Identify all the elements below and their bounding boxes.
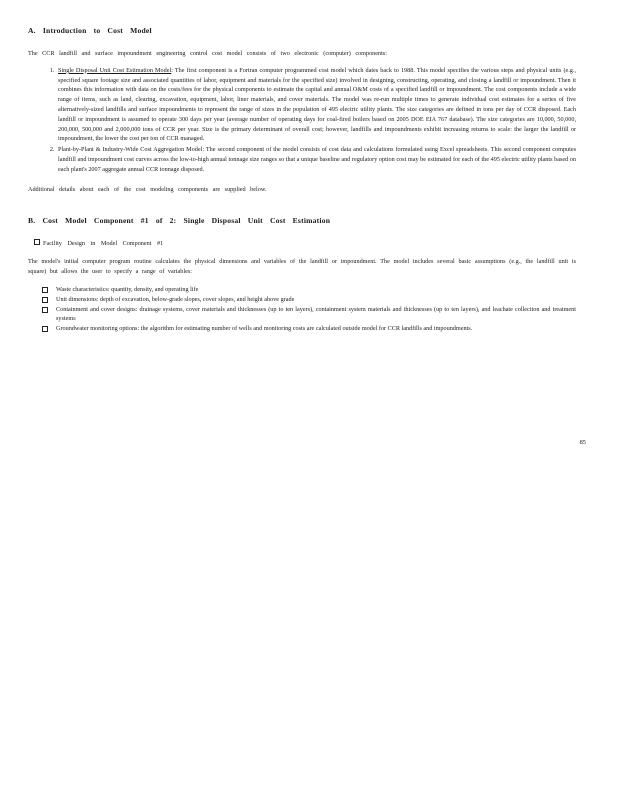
list-item bbox=[42, 324, 576, 334]
checkbox-bullet-icon bbox=[42, 307, 48, 313]
checkbox-bullet-icon bbox=[42, 297, 48, 303]
variable-text: Waste characteristics: quantity, density, and operating life bbox=[56, 285, 199, 293]
variable-text: Groundwater monitoring options: the algorithm for estimating number of wells and monitoring costs are calculated outside model for CCR landfills and impoundments. bbox=[56, 325, 473, 333]
variables-list bbox=[28, 285, 576, 334]
page-number: 85 bbox=[579, 439, 586, 446]
section-b-heading: B. Cost Model Component #1 of 2: Single Disposal Unit Cost Estimation bbox=[28, 216, 331, 226]
intro-paragraph: The CCR landfill and surface impoundment engineering control cost model consists of two electronic (computer) components: bbox=[28, 50, 387, 57]
additional-details-paragraph: Additional details about each of the cost modeling components are supplied below. bbox=[28, 185, 267, 193]
model-description-paragraph: The model's initial computer program routine calculates the physical dimensions and variables of the landfill or impoundment. The model includes several basic assumptions (e.g., the landfill unit is square) but allows the user to specify a range of variables: bbox=[28, 258, 576, 276]
component-1-title: Single Disposal Unit Cost Estimation Model bbox=[58, 66, 172, 74]
section-a-heading: A. Introduction to Cost Model bbox=[28, 26, 152, 35]
variable-text: Containment and cover designs: drainage systems, cover materials and thicknesses (up to ten layers), containment system materials and thicknesses (up to ten layers), and leachate collection and treatment systems bbox=[56, 305, 576, 323]
list-item bbox=[42, 295, 576, 305]
document-page bbox=[28, 26, 576, 334]
facility-design-subheading bbox=[34, 239, 576, 247]
component-item-2 bbox=[56, 145, 576, 174]
variable-text: Unit dimensions: depth of excavation, below-grade slopes, cover slopes, and height above grade bbox=[56, 295, 295, 303]
component-2-text: : The second component of the model consists of cost data and calculations formulated using Excel spreadsheets. This second component computes landfill and impoundment cost curves across the low-to-high annual tonnage size ranges so that a unique baseline and regulatory option cost may be estimated for each of the 495 electric utility plants based on each plant's 2007 aggregate annual CCR tonnage disposed. bbox=[58, 146, 576, 173]
component-1-text: : The first component is a Fortran computer programmed cost model which dates back to 1988. This model specifies the various steps and physical units (e.g., specified square footage size and associated quantities of labor, equipment and materials for the specified size) involved in designing, constructing, operating, and closing a landfill or impoundment. Then it combines this information with data on the costs/fees for the physical components to estimate the capital and annual O&M costs of a specified landfill or impoundment. The cost components include a wide range of items, such as land, clearing, excavation, equipment, labor, liner materials, and cover materials. The model was re-run multiple times to generate individual cost estimates for a series of five alternatively-sized landfills and surface impoundments to represent the range of sizes in the population of 495 electric utility plants. The size categories are defined in tons per day of CCR disposed. Each landfill or impoundment is assumed to operate 300 days per year (average number of operating days for coal-fired boilers based on 2005 DOE EIA 767 database). The size categories are 10,000, 50,000, 200,000, 500,000 and 2,000,000 tons of CCR per year. Size is the primary determinant of overall cost; however, landfills and impoundments exhibit increasing returns to scale: the larger the landfill or impoundment, the lower the cost per ton of CCR managed. bbox=[58, 66, 576, 143]
checkbox-bullet-icon bbox=[42, 287, 48, 293]
list-item bbox=[42, 285, 576, 295]
list-item bbox=[42, 305, 576, 325]
component-2-title: Plant-by-Plant & Industry-Wide Cost Aggregation Model bbox=[58, 146, 203, 154]
components-list bbox=[28, 66, 576, 175]
component-item-1 bbox=[56, 66, 576, 144]
checkbox-bullet-icon bbox=[42, 326, 48, 332]
checkbox-bullet-icon bbox=[34, 239, 40, 245]
facility-design-label: Facility Design in Model Component #1 bbox=[43, 240, 164, 248]
